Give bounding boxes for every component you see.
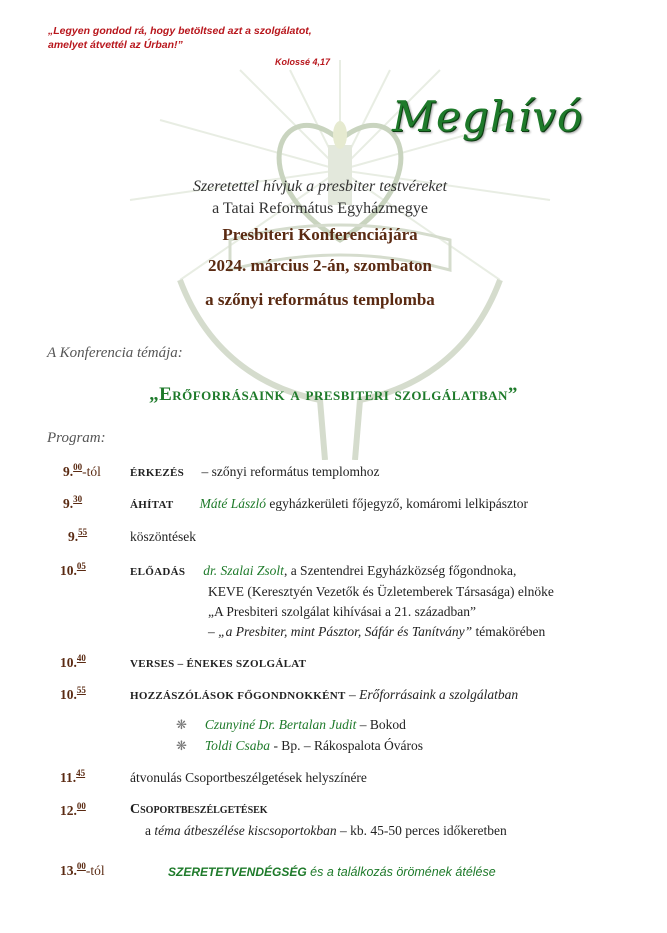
groups-description bbox=[145, 823, 507, 839]
program-item-lecture bbox=[130, 563, 516, 579]
program-time bbox=[63, 494, 82, 512]
item-heading: ELŐADÁS bbox=[130, 566, 186, 578]
program-item-transfer: átvonulás Csoportbeszélgetések helyszínére bbox=[130, 770, 367, 785]
item-person: dr. Szalai Zsolt bbox=[203, 563, 284, 578]
speaker-item bbox=[176, 717, 406, 733]
speaker-item bbox=[176, 738, 423, 754]
time-minute: 00 bbox=[73, 462, 83, 472]
time-minute: 05 bbox=[76, 561, 86, 571]
time-hour: 13. bbox=[60, 863, 77, 878]
invitation-line-2: a Tatai Református Egyházmegye bbox=[212, 200, 428, 217]
time-hour: 10. bbox=[60, 687, 77, 702]
bible-verse bbox=[48, 24, 368, 52]
asterism-icon: ❋ bbox=[176, 717, 187, 732]
item-heading: VERSES – ÉNEKES SZOLGÁLAT bbox=[130, 658, 307, 670]
verse-reference: Kolossé 4,17 bbox=[275, 57, 331, 67]
program-item-reception bbox=[168, 864, 496, 880]
time-minute: 45 bbox=[76, 768, 86, 778]
program-label: Program: bbox=[47, 430, 106, 446]
verse-line-2: amelyet átvettél az Úrban!” bbox=[48, 39, 183, 51]
speaker-place: – Bokod bbox=[356, 717, 406, 732]
item-heading: SZERETETVENDÉGSÉG bbox=[168, 865, 307, 879]
invitation-line-1: Szeretettel hívjuk a presbiter testvéreket bbox=[192, 178, 448, 195]
time-hour: 9. bbox=[63, 464, 74, 479]
lecture-suffix: témakörében bbox=[472, 624, 546, 639]
program-item-greetings: köszöntések bbox=[130, 529, 196, 544]
time-minute: 40 bbox=[76, 653, 86, 663]
speaker-place: - Bp. – Rákospalota Óváros bbox=[270, 738, 424, 753]
lecture-topic: „a Presbiter, mint Pásztor, Sáfár és Tanítvány” bbox=[218, 624, 473, 639]
lecture-line-4 bbox=[208, 624, 545, 640]
page-title: Meghívó bbox=[392, 92, 584, 141]
time-minute: 00 bbox=[76, 861, 86, 871]
speaker-name: Toldi Csaba bbox=[204, 738, 271, 753]
time-minute: 30 bbox=[73, 494, 83, 504]
program-time bbox=[60, 801, 86, 819]
program-time bbox=[60, 861, 105, 879]
program-item-arrival bbox=[130, 464, 380, 480]
program-item-music bbox=[130, 655, 306, 671]
program-time bbox=[68, 527, 87, 545]
time-minute: 55 bbox=[76, 685, 86, 695]
program-item-devotion bbox=[130, 496, 528, 512]
item-heading: HOZZÁSZÓLÁSOK FŐGONDNOKKÉNT bbox=[130, 690, 346, 702]
item-subtitle: Erőforrásaink a szolgálatban bbox=[359, 687, 519, 702]
invitation-date: 2024. március 2-án, szombaton bbox=[208, 256, 432, 275]
time-hour: 11. bbox=[60, 770, 77, 785]
groups-prefix: a bbox=[145, 823, 155, 838]
dash: – bbox=[208, 624, 219, 639]
asterism-icon: ❋ bbox=[176, 738, 187, 753]
time-hour: 10. bbox=[60, 563, 77, 578]
program-item-groups bbox=[130, 801, 268, 818]
lecture-line-2: KEVE (Keresztyén Vezetők és Üzletemberek Társasága) elnöke bbox=[208, 584, 554, 599]
invitation-location: a szőnyi református templomba bbox=[205, 290, 435, 309]
item-heading: ÉRKEZÉS bbox=[130, 467, 185, 479]
program-time bbox=[60, 768, 85, 786]
groups-duration: – kb. 45-50 perces időkeretben bbox=[336, 823, 507, 838]
invitation-line-3: Presbiteri Konferenciájára bbox=[222, 225, 418, 244]
time-hour: 9. bbox=[63, 496, 74, 511]
time-hour: 12. bbox=[60, 803, 77, 818]
program-time bbox=[63, 462, 101, 480]
item-heading: Csoportbeszélgetések bbox=[130, 802, 268, 817]
groups-topic: téma átbeszélése kiscsoportokban bbox=[154, 823, 337, 838]
time-suffix: -tól bbox=[85, 863, 105, 878]
item-text: – szőnyi református templomhoz bbox=[198, 464, 380, 479]
verse-line-1: „Legyen gondod rá, hogy betöltsed azt a szolgálatot, bbox=[48, 25, 312, 37]
program-item-contributions bbox=[130, 687, 518, 703]
time-hour: 9. bbox=[68, 529, 79, 544]
time-minute: 55 bbox=[78, 527, 88, 537]
item-heading: ÁHÍTAT bbox=[130, 499, 174, 511]
dash: – bbox=[345, 687, 360, 702]
time-minute: 00 bbox=[76, 801, 86, 811]
speaker-name: Czunyiné Dr. Bertalan Judit bbox=[204, 717, 357, 732]
time-hour: 10. bbox=[60, 655, 77, 670]
program-time bbox=[60, 653, 86, 671]
item-text: és a találkozás örömének átélése bbox=[306, 865, 496, 879]
conference-theme: „Erőforrásaink a presbiteri szolgálatban” bbox=[149, 384, 518, 405]
item-text: , a Szentendrei Egyházközség főgondnoka, bbox=[283, 563, 517, 578]
program-time bbox=[60, 561, 86, 579]
item-text: egyházkerületi főjegyző, komáromi lelkipásztor bbox=[265, 496, 528, 511]
theme-label: A Konferencia témája: bbox=[47, 345, 183, 361]
item-person: Máté László bbox=[199, 496, 266, 511]
lecture-line-3: „A Presbiteri szolgálat kihívásai a 21. században” bbox=[208, 604, 477, 619]
time-suffix: -tól bbox=[82, 464, 101, 479]
program-time bbox=[60, 685, 86, 703]
